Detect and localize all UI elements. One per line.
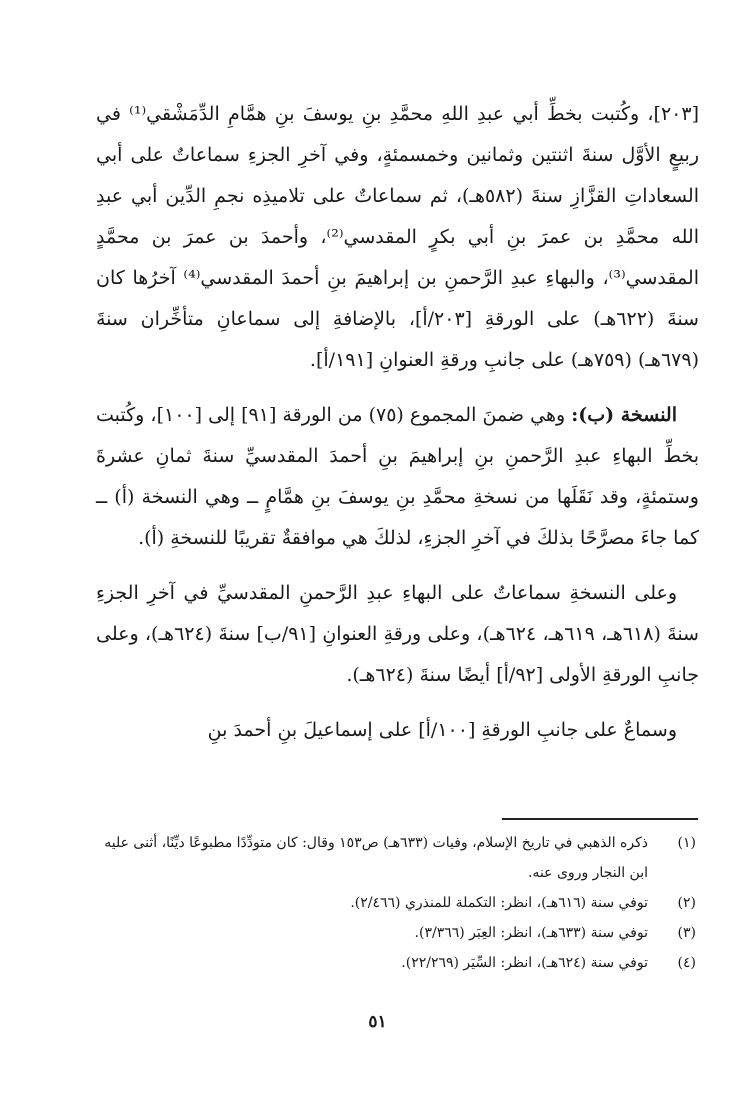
paragraph-4 xyxy=(96,710,699,751)
paragraph-3-text: وعلى النسخةِ سماعاتٌ على البهاءِ عبدِ الرَّحمنِ المقدسيِّ في آخرِ الجزءِ سنةَ (٦١٨هـ، ٦١٩هـ، ٦٢٤هـ)، وعلى ورقةِ العنوانِ [٩١/ب] سنةَ (٦٢٤هـ)، وعلى جانبِ الورقةِ الأولى [٩٢/أ] أيضًا سنةَ (٦٢٤هـ). xyxy=(96,582,699,686)
manuscript-b-heading: النسخة (ب): xyxy=(571,404,677,426)
paragraph-1-text: [٢٠٣]، وكُتبت بخطِّ أبي عبدِ اللهِ محمَّدِ بنِ يوسفَ بنِ همَّامِ الدِّمَشْقي⁽¹⁾ في ربيعٍ الأوَّل سنةَ اثنتين وثمانين وخمسمئةٍ، وفي آخرِ الجزءِ سماعاتٌ على أبي السعاداتِ القزَّازِ سنةَ (٥٨٢هـ)، ثم سماعاتٌ على تلاميذِه نجمِ الدِّين أبي عبدِ الله محمَّدِ بن عمرَ بنِ أبي بكرٍ المقدسي⁽²⁾، وأحمدَ بن عمرَ بن محمَّدٍ المقدسي⁽³⁾، والبهاءِ عبدِ الرَّحمنِ بن إبراهيمَ بنِ أحمدَ المقدسي⁽⁴⁾ آخرُها كان سنةَ (٦٢٢هـ) على الورقةِ [٢٠٣/أ]، بالإضافةِ إلى سماعانِ متأخِّران سنةَ (٦٧٩هـ) (٧٥٩هـ) على جانبِ ورقةِ العنوانِ [١٩١/أ]. xyxy=(96,103,699,371)
footnote-item xyxy=(96,888,696,918)
page-number: ٥١ xyxy=(368,1012,387,1032)
paragraph-2-text: وهي ضمنَ المجموع (٧٥) من الورقة [٩١] إلى [١٠٠]، وكُتبت بخطِّ البهاءِ عبدِ الرَّحمنِ بنِ إبراهيمَ بنِ أحمدَ المقدسيِّ سنةَ ثمانِ عشرةَ وستمئةٍ، وقد نَقَلَها من نسخةِ محمَّدِ بنِ يوسفَ بنِ همَّامٍ ــ وهي النسخة (أ) ــ كما جاءَ مصرَّحًا بذلكَ في آخرِ الجزءِ، لذلكَ هي موافقةٌ تقريبًا للنسخةِ (أ). xyxy=(96,404,699,549)
footnote-number: (٤) xyxy=(677,955,696,971)
footnotes xyxy=(96,828,696,978)
footnote-number: (٣) xyxy=(677,925,696,941)
footnote-item xyxy=(96,918,696,948)
footnote-number: (٢) xyxy=(677,895,696,911)
footnote-item xyxy=(96,828,696,888)
footnote-text: توفي سنة (٦٢٤هـ)، انظر: السِّيَر (٢٢/٢٦٩). xyxy=(401,955,648,971)
paragraph-1 xyxy=(96,94,699,381)
paragraph-2 xyxy=(96,395,699,559)
footnote-divider xyxy=(502,818,698,820)
paragraph-4-text: وسماعٌ على جانبِ الورقةِ [١٠٠/أ] على إسماعيلَ بنِ أحمدَ بنِ xyxy=(207,719,677,741)
footnote-text: ذكره الذهبي في تاريخ الإسلام، وفيات (٦٣٣هـ) ص١٥٣ وقال: كان متودِّدًا مطبوعًا ديِّنًا، أثنى عليه ابن النجار وروى عنه. xyxy=(104,835,648,881)
footnote-text: توفي سنة (٦٣٣هـ)، انظر: العِبَر (٣/٣٦٦). xyxy=(414,925,648,941)
footnote-item xyxy=(96,948,696,978)
footnote-number: (١) xyxy=(677,835,696,851)
main-text xyxy=(96,94,699,751)
footnote-text: توفي سنة (٦١٦هـ)، انظر: التكملة للمنذري (٢/٤٦٦). xyxy=(350,895,648,911)
paragraph-3 xyxy=(96,573,699,696)
